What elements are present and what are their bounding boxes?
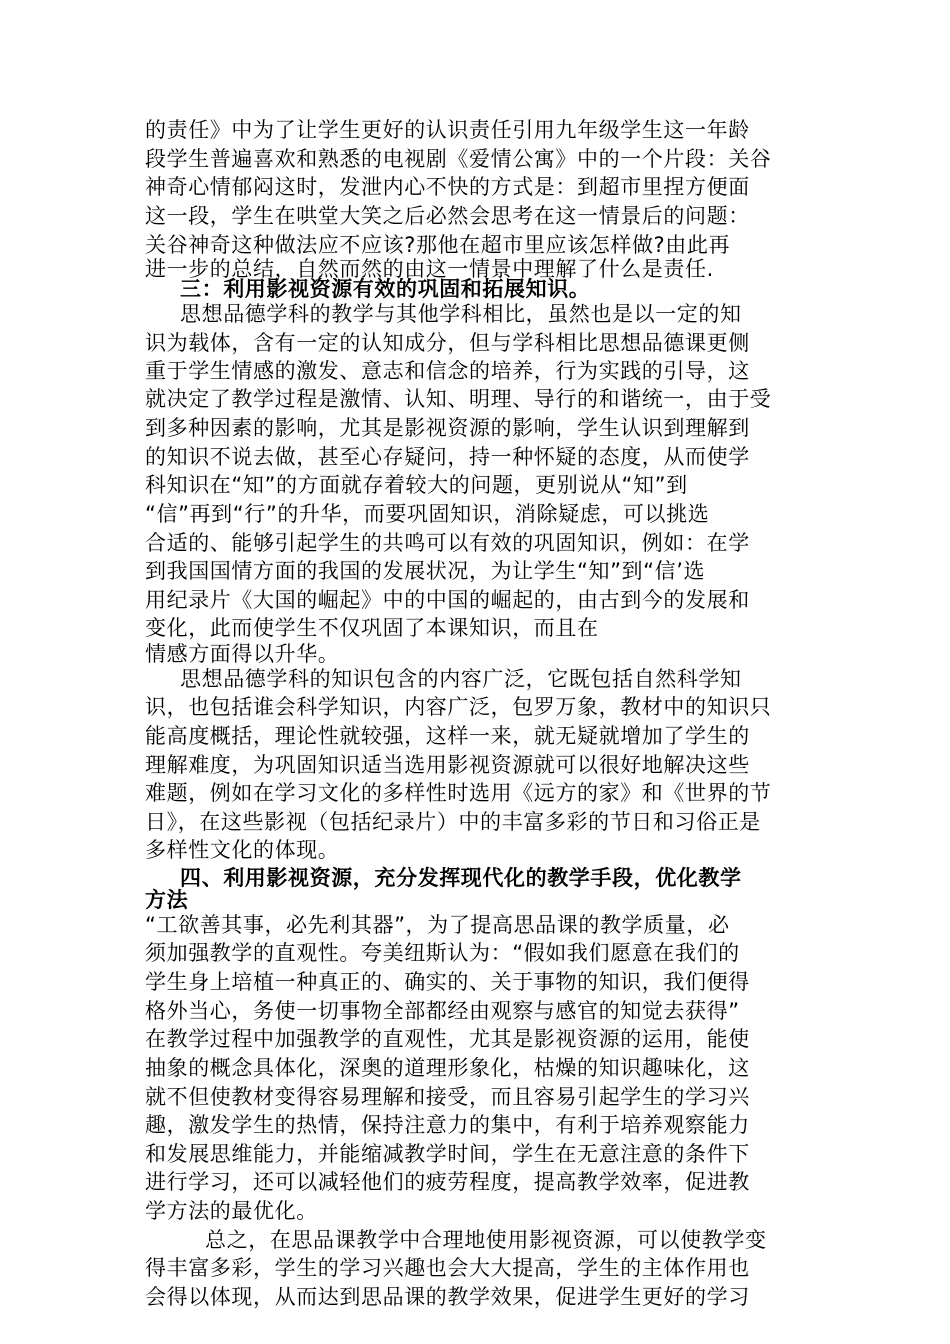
text-line: 的责任》中为了让学生更好的认识责任引用九年级学生这一年龄 — [145, 118, 750, 142]
text-line: 到多种因素的影响，尤其是影视资源的影响，学生认识到理解到 — [145, 416, 750, 440]
text-line: 得丰富多彩，学生的学习兴趣也会大大提高，学生的主体作用也 — [145, 1256, 750, 1280]
text-line: 进行学习，还可以减轻他们的疲劳程度，提高教学效率，促进教 — [145, 1170, 750, 1194]
section-heading-4: 四、利用影视资源，充分发挥现代化的教学手段，优化教学 — [180, 866, 742, 890]
text-line: 情感方面得以升华。 — [145, 642, 340, 666]
text-line: 识，也包括谁会科学知识，内容广泛，包罗万象，教材中的知识只 — [145, 695, 772, 719]
text-line: “信”再到“行”的升华，而要巩固知识，消除疑虑，可以挑选 — [145, 502, 710, 526]
text-line: 日》，在这些影视（包括纪录片）中的丰富多彩的节日和习俗正是 — [145, 810, 761, 834]
text-line: 能高度概括，理论性就较强，这样一来，就无疑就增加了学生的 — [145, 724, 750, 748]
text-line: 多样性文化的体现。 — [145, 838, 340, 862]
text-line: 科知识在“知”的方面就存着较大的问题，更别说从“知”到 — [145, 473, 688, 497]
text-line: 趣，激发学生的热情，保持注意力的集中，有利于培养观察能力 — [145, 1113, 750, 1137]
text-line: 在教学过程中加强教学的直观性，尤其是影视资源的运用，能使 — [145, 1027, 750, 1051]
section-heading-3: 三：利用影视资源有效的巩固和拓展知识。 — [180, 277, 591, 301]
text-line: 思想品德学科的教学与其他学科相比，虽然也是以一定的知 — [180, 302, 742, 326]
text-line: 识为载体，含有一定的认知成分，但与学科相比思想品德课更侧 — [145, 331, 750, 355]
text-line: 难题，例如在学习文化的多样性时选用《远方的家》和《世界的节 — [145, 781, 772, 805]
text-line: “工欲善其事，必先利其器”，为了提高思品课的教学质量，必 — [145, 913, 730, 937]
text-line: 合适的、能够引起学生的共鸣可以有效的巩固知识，例如：在学 — [145, 531, 750, 555]
text-line: 须加强教学的直观性。夸美纽斯认为：“假如我们愿意在我们的 — [145, 941, 740, 965]
text-line: 理解难度，为巩固知识适当选用影视资源就可以很好地解决这些 — [145, 753, 750, 777]
text-line: 和发展思维能力，并能缩减教学时间，学生在无意注意的条件下 — [145, 1142, 750, 1166]
text-line: 关谷神奇这种做法应不应该?那他在超市里应该怎样做?由此再 — [145, 233, 731, 257]
text-line: 变化，此而使学生不仅巩固了本课知识，而且在 — [145, 616, 599, 640]
text-line: 神奇心情郁闷这时，发泄内心不快的方式是：到超市里捏方便面 — [145, 175, 750, 199]
text-line: 学生身上培植一种真正的、确实的、关于事物的知识，我们便得 — [145, 970, 750, 994]
text-line: 格外当心，务使一切事物全部都经由观察与感官的知觉去获得” — [145, 999, 740, 1023]
text-line: 到我国国情方面的我国的发展状况，为让学生“知”到“信’选 — [145, 559, 706, 583]
text-line: 的知识不说去做，甚至心存疑问，持一种怀疑的态度，从而使学 — [145, 445, 750, 469]
text-line: 重于学生情感的激发、意志和信念的培养，行为实践的引导，这 — [145, 359, 750, 383]
text-line: 这一段，学生在哄堂大笑之后必然会思考在这一情景后的问题： — [145, 204, 750, 228]
text-line: 抽象的概念具体化，深奥的道理形象化，枯燥的知识趣味化，这 — [145, 1056, 750, 1080]
text-line: 总之，在思品课教学中合理地使用影视资源，可以使教学变 — [205, 1228, 767, 1252]
text-line: 进一步的总结，自然而然的由这一情景中理解了什么是责任. — [145, 257, 714, 281]
text-line: 就决定了教学过程是激情、认知、明理、导行的和谐统一，由于受 — [145, 387, 772, 411]
text-line: 会得以体现，从而达到思品课的教学效果，促进学生更好的学习 — [145, 1285, 750, 1309]
text-line: 段学生普遍喜欢和熟悉的电视剧《爱情公寓》中的一个片段：关谷 — [145, 147, 772, 171]
text-line: 思想品德学科的知识包含的内容广泛，它既包括自然科学知 — [180, 667, 742, 691]
text-line: 用纪录片《大国的崛起》中的中国的崛起的，由古到今的发展和 — [145, 588, 750, 612]
section-heading-4-cont: 方法 — [145, 888, 189, 912]
text-line: 学方法的最优化。 — [145, 1199, 318, 1223]
text-line: 就不但使教材变得容易理解和接受，而且容易引起学生的学习兴 — [145, 1085, 750, 1109]
